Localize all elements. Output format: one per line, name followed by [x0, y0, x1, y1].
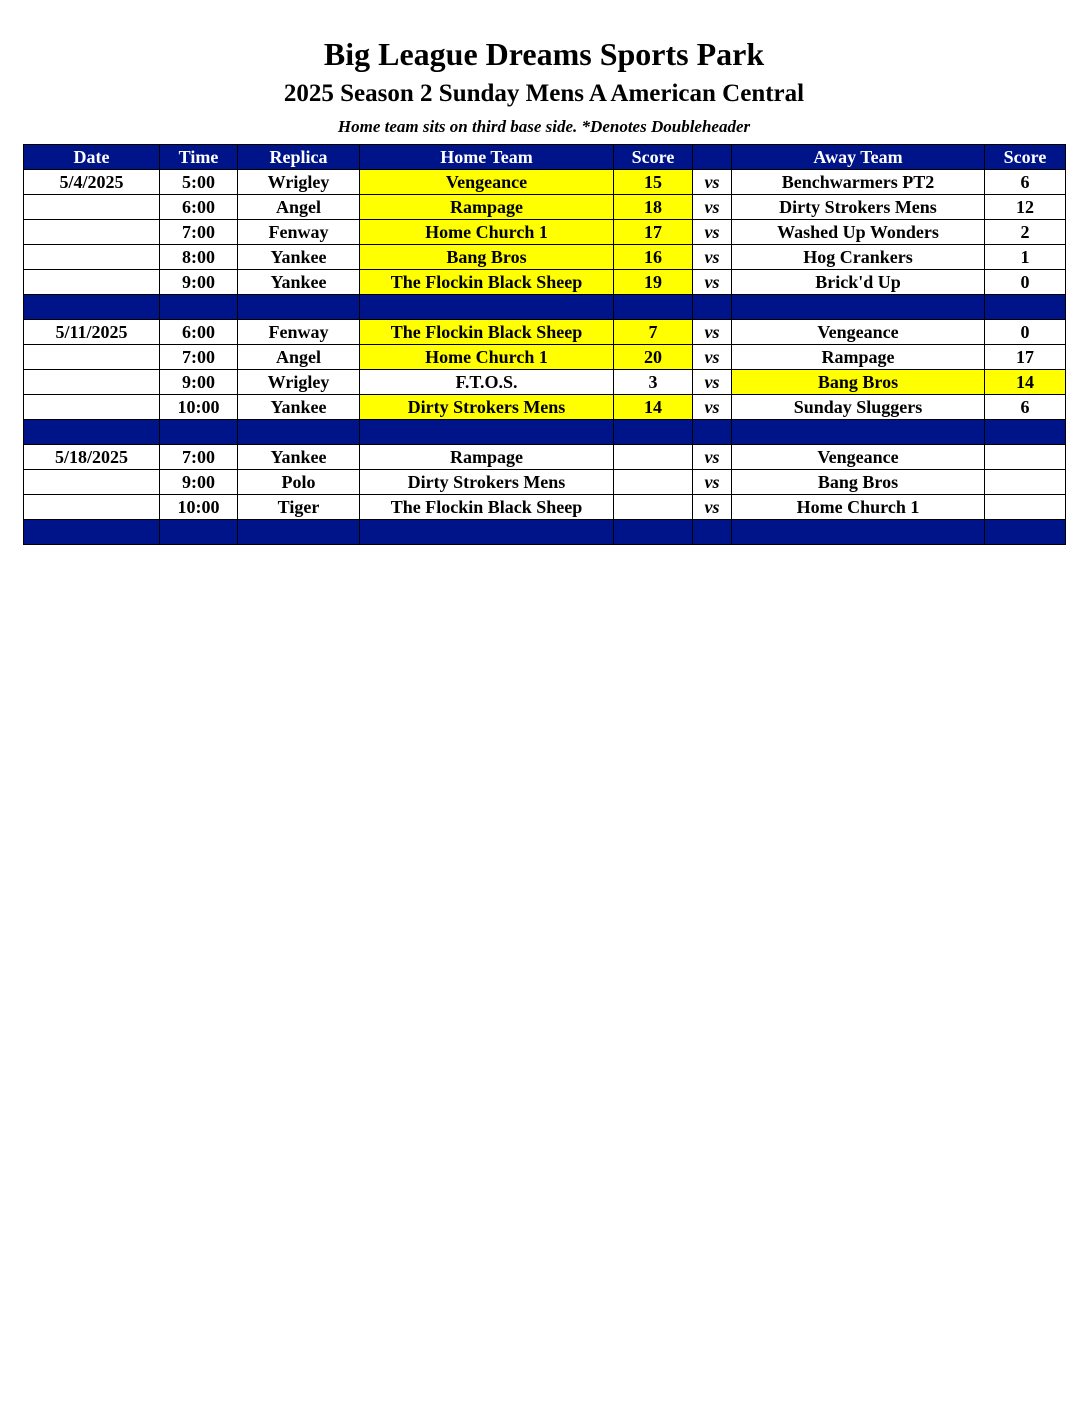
schedule-table [23, 144, 1066, 545]
game-date [24, 395, 160, 420]
game-date [24, 495, 160, 520]
home-score: 20 [614, 345, 693, 370]
away-score: 12 [985, 195, 1066, 220]
home-team: The Flockin Black Sheep [360, 495, 614, 520]
separator-cell [614, 295, 693, 320]
separator-cell [732, 420, 985, 445]
game-date [24, 470, 160, 495]
col-header-away-team: Away Team [732, 145, 985, 170]
separator-cell [24, 520, 160, 545]
vs-label: vs [693, 220, 732, 245]
separator-cell [693, 295, 732, 320]
away-team: Vengeance [732, 445, 985, 470]
separator-cell [693, 420, 732, 445]
home-team: Home Church 1 [360, 220, 614, 245]
page-title: Big League Dreams Sports Park [323, 36, 765, 72]
home-score: 3 [614, 370, 693, 395]
col-header-home-team: Home Team [360, 145, 614, 170]
away-team: Brick'd Up [732, 270, 985, 295]
game-time: 7:00 [160, 345, 238, 370]
game-date [24, 270, 160, 295]
vs-label: vs [693, 370, 732, 395]
game-replica: Wrigley [238, 370, 360, 395]
header-row [24, 145, 1066, 170]
league-subtitle: 2025 Season 2 Sunday Mens A American Central [283, 80, 805, 107]
game-row [24, 370, 1066, 395]
game-row [24, 495, 1066, 520]
game-replica: Yankee [238, 245, 360, 270]
game-date: 5/4/2025 [24, 170, 160, 195]
vs-label: vs [693, 270, 732, 295]
away-score [985, 495, 1066, 520]
col-header-home-score: Score [614, 145, 693, 170]
game-row [24, 470, 1066, 495]
away-score: 0 [985, 320, 1066, 345]
game-row [24, 245, 1066, 270]
game-date [24, 245, 160, 270]
game-time: 9:00 [160, 370, 238, 395]
home-team: Bang Bros [360, 245, 614, 270]
away-score: 17 [985, 345, 1066, 370]
home-score: 16 [614, 245, 693, 270]
separator-cell [732, 295, 985, 320]
game-date [24, 345, 160, 370]
vs-label: vs [693, 170, 732, 195]
game-replica: Angel [238, 195, 360, 220]
game-time: 6:00 [160, 195, 238, 220]
separator-cell [360, 520, 614, 545]
home-score: 14 [614, 395, 693, 420]
home-team: The Flockin Black Sheep [360, 320, 614, 345]
game-replica: Angel [238, 345, 360, 370]
vs-label: vs [693, 245, 732, 270]
away-team: Sunday Sluggers [732, 395, 985, 420]
game-replica: Polo [238, 470, 360, 495]
away-team: Bang Bros [732, 470, 985, 495]
game-replica: Tiger [238, 495, 360, 520]
away-score [985, 470, 1066, 495]
home-score [614, 445, 693, 470]
game-time: 8:00 [160, 245, 238, 270]
separator-cell [160, 520, 238, 545]
col-header-replica: Replica [238, 145, 360, 170]
separator-cell [238, 420, 360, 445]
away-team: Vengeance [732, 320, 985, 345]
game-date: 5/11/2025 [24, 320, 160, 345]
away-team: Dirty Strokers Mens [732, 195, 985, 220]
game-replica: Yankee [238, 270, 360, 295]
home-score: 17 [614, 220, 693, 245]
separator-cell [985, 520, 1066, 545]
away-team: Hog Crankers [732, 245, 985, 270]
away-score: 6 [985, 395, 1066, 420]
schedule-note: Home team sits on third base side. *Denotes Doubleheader [337, 117, 751, 136]
game-time: 10:00 [160, 495, 238, 520]
vs-label: vs [693, 445, 732, 470]
home-score: 19 [614, 270, 693, 295]
separator-cell [160, 420, 238, 445]
home-score: 7 [614, 320, 693, 345]
separator-cell [985, 420, 1066, 445]
home-team: Rampage [360, 445, 614, 470]
separator-row [24, 295, 1066, 320]
home-team: Rampage [360, 195, 614, 220]
separator-cell [614, 420, 693, 445]
game-date [24, 220, 160, 245]
home-team: Dirty Strokers Mens [360, 470, 614, 495]
game-date [24, 195, 160, 220]
separator-cell [238, 295, 360, 320]
away-score: 6 [985, 170, 1066, 195]
game-row [24, 170, 1066, 195]
col-header-away-score: Score [985, 145, 1066, 170]
home-score [614, 495, 693, 520]
away-score: 1 [985, 245, 1066, 270]
separator-cell [238, 520, 360, 545]
game-date [24, 370, 160, 395]
home-team: Vengeance [360, 170, 614, 195]
vs-label: vs [693, 495, 732, 520]
away-team: Benchwarmers PT2 [732, 170, 985, 195]
game-row [24, 320, 1066, 345]
separator-cell [24, 420, 160, 445]
away-score [985, 445, 1066, 470]
vs-label: vs [693, 320, 732, 345]
home-score: 18 [614, 195, 693, 220]
home-team: Dirty Strokers Mens [360, 395, 614, 420]
away-team: Rampage [732, 345, 985, 370]
game-row [24, 395, 1066, 420]
away-team: Bang Bros [732, 370, 985, 395]
game-row [24, 220, 1066, 245]
home-score: 15 [614, 170, 693, 195]
home-team: F.T.O.S. [360, 370, 614, 395]
home-team: The Flockin Black Sheep [360, 270, 614, 295]
away-team: Home Church 1 [732, 495, 985, 520]
game-date: 5/18/2025 [24, 445, 160, 470]
col-header-time: Time [160, 145, 238, 170]
away-team: Washed Up Wonders [732, 220, 985, 245]
vs-label: vs [693, 470, 732, 495]
game-time: 7:00 [160, 220, 238, 245]
separator-row [24, 520, 1066, 545]
game-time: 5:00 [160, 170, 238, 195]
separator-cell [24, 295, 160, 320]
away-score: 2 [985, 220, 1066, 245]
game-replica: Yankee [238, 395, 360, 420]
game-time: 7:00 [160, 445, 238, 470]
separator-cell [732, 520, 985, 545]
game-replica: Wrigley [238, 170, 360, 195]
away-score: 0 [985, 270, 1066, 295]
vs-label: vs [693, 395, 732, 420]
game-time: 10:00 [160, 395, 238, 420]
separator-row [24, 420, 1066, 445]
game-time: 9:00 [160, 470, 238, 495]
game-replica: Fenway [238, 320, 360, 345]
vs-label: vs [693, 345, 732, 370]
vs-label: vs [693, 195, 732, 220]
home-team: Home Church 1 [360, 345, 614, 370]
separator-cell [614, 520, 693, 545]
col-header-vs [693, 145, 732, 170]
separator-cell [160, 295, 238, 320]
away-score: 14 [985, 370, 1066, 395]
separator-cell [360, 295, 614, 320]
game-row [24, 270, 1066, 295]
game-row [24, 345, 1066, 370]
game-replica: Fenway [238, 220, 360, 245]
game-row [24, 445, 1066, 470]
col-header-date: Date [24, 145, 160, 170]
home-score [614, 470, 693, 495]
game-replica: Yankee [238, 445, 360, 470]
separator-cell [985, 295, 1066, 320]
game-row [24, 195, 1066, 220]
schedule-body [24, 170, 1066, 545]
separator-cell [693, 520, 732, 545]
game-time: 9:00 [160, 270, 238, 295]
separator-cell [360, 420, 614, 445]
game-time: 6:00 [160, 320, 238, 345]
